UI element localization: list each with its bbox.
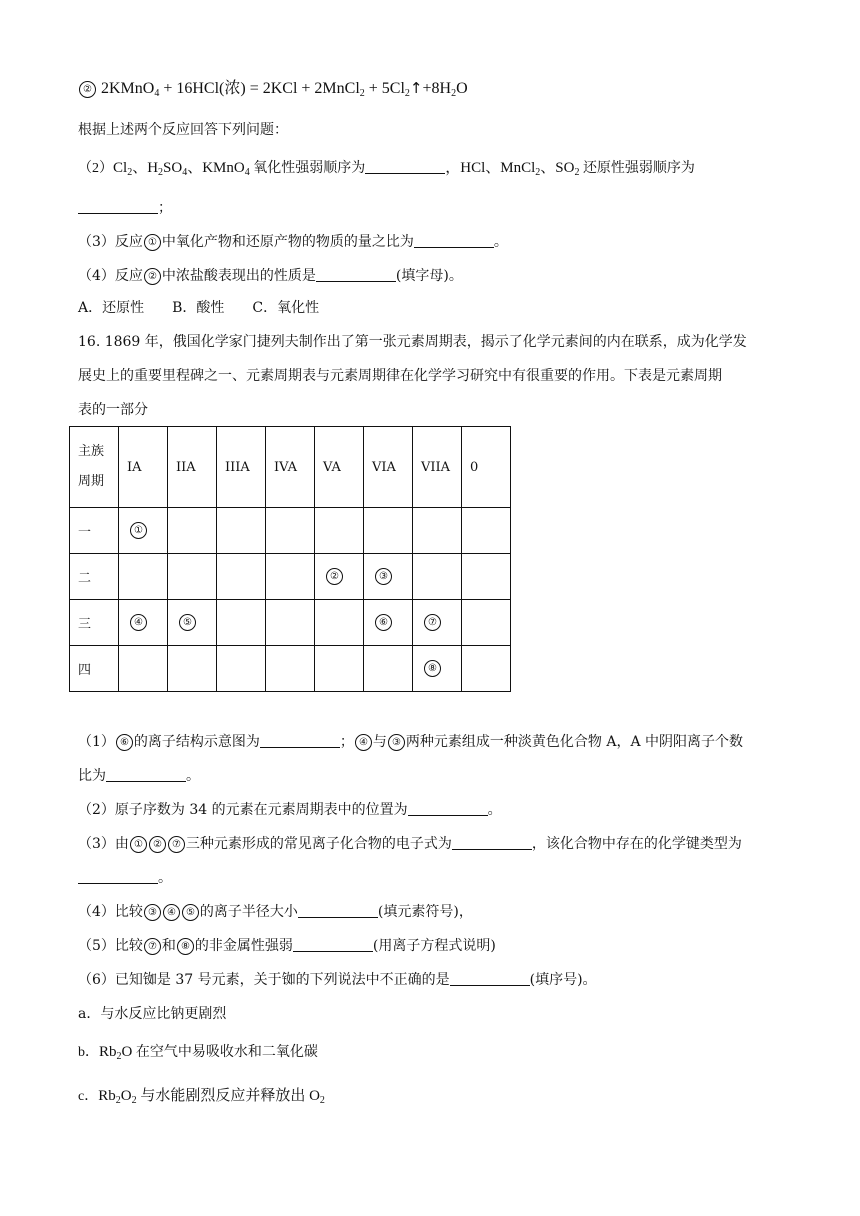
table-row <box>70 646 511 692</box>
table-cell <box>266 600 315 646</box>
circle-number: ② <box>79 81 96 98</box>
circle-number: ② <box>144 268 161 285</box>
table-cell <box>119 646 168 692</box>
table-cell: ⑥ <box>364 600 413 646</box>
answer-blank[interactable] <box>293 937 373 952</box>
table-cell <box>413 554 462 600</box>
question-16-line1: 16. 1869 年，俄国化学家门捷列夫制作出了第一张元素周期表，揭示了化学元素间的内在联系，成为化学发 <box>78 334 747 350</box>
table-cell: ④ <box>119 600 168 646</box>
group-header: VIA <box>364 427 413 508</box>
group-header: 0 <box>462 427 511 508</box>
reaction-2-equation: ② 2KMnO$_4$ + 16HCl(浓) = 2KCl + 2MnCl$_2$ + $5Cl_2↑+8H_2O$ <box>78 78 468 99</box>
question-16-line3: 表的一部分 <box>78 402 148 418</box>
group-header: VIIA <box>413 427 462 508</box>
period-label: 四 <box>70 646 119 692</box>
option-c[interactable]: C．氧化性 <box>252 300 320 316</box>
answer-blank[interactable] <box>365 159 445 174</box>
answer-blank[interactable] <box>452 835 532 850</box>
answer-blank[interactable] <box>260 733 340 748</box>
answer-blank[interactable] <box>298 903 378 918</box>
option-a[interactable]: A．还原性 <box>78 300 145 316</box>
table-cell <box>168 646 217 692</box>
table-cell <box>217 508 266 554</box>
table-cell <box>168 554 217 600</box>
answer-blank[interactable] <box>450 971 530 986</box>
table-cell <box>315 600 364 646</box>
answer-blank[interactable] <box>106 767 186 782</box>
table-cell <box>315 508 364 554</box>
sub-question-6: （6）已知铷是 37 号元素，关于铷的下列说法中不正确的是 (填序号)。 <box>78 972 597 988</box>
periodic-table <box>69 426 511 692</box>
question-4: （4）反应 ② 中浓盐酸表现出的性质是 (填字母)。 <box>78 268 463 284</box>
sub-question-5: （5）比较 ⑦ 和 ⑧ 的非金属性强弱 (用离子方程式说明) <box>78 938 496 954</box>
circle-number: ① <box>144 234 161 251</box>
table-cell <box>217 554 266 600</box>
table-header-row <box>70 427 511 508</box>
group-header: IVA <box>266 427 315 508</box>
period-label: 二 <box>70 554 119 600</box>
table-cell <box>364 646 413 692</box>
intro-text: 根据上述两个反应回答下列问题： <box>78 122 288 138</box>
question-2: $(2)Cl_2$、$H_2SO_4$、KMnO$_4$ 氧化性强弱顺序为 ，HCl、MnCl$_2$、$SO_2$ 还原性强弱顺序为 <box>78 160 695 178</box>
group-header: VA <box>315 427 364 508</box>
option-c[interactable]: c．$Rb_2O_2$ 与水能剧烈反应并释放出 $O_2$ <box>78 1088 325 1106</box>
table-cell <box>462 646 511 692</box>
sub-question-4: （4）比较 ③ ④ ⑤ 的离子半径大小 (填元素符号)， <box>78 904 473 920</box>
answer-blank[interactable] <box>414 233 494 248</box>
option-a[interactable]: a．与水反应比钠更剧烈 <box>78 1006 227 1022</box>
table-cell <box>217 600 266 646</box>
table-row <box>70 554 511 600</box>
group-header: IA <box>119 427 168 508</box>
table-cell: ⑧ <box>413 646 462 692</box>
table-cell <box>119 554 168 600</box>
period-label: 一 <box>70 508 119 554</box>
table-cell <box>168 508 217 554</box>
table-cell <box>462 600 511 646</box>
question-3: （3）反应 ① 中氧化产物和还原产物的物质的量之比为 。 <box>78 234 508 250</box>
table-row <box>70 508 511 554</box>
group-header: IIIA <box>217 427 266 508</box>
table-row <box>70 600 511 646</box>
option-b[interactable]: B．酸性 <box>172 300 225 316</box>
sub-question-3-line2: 。 <box>78 868 172 888</box>
answer-blank[interactable] <box>78 869 158 884</box>
answer-blank[interactable] <box>316 267 396 282</box>
table-cell <box>266 554 315 600</box>
question-16-line2: 展史上的重要里程碑之一、元素周期表与元素周期律在化学学习研究中有很重要的作用。下表是元素周期 <box>78 368 722 384</box>
sub-question-2: （2）原子序数为 34 的元素在元素周期表中的位置为 。 <box>78 802 502 818</box>
sub-question-3: （3）由 ① ② ⑦ 三种元素形成的常见离子化合物的电子式为 ，该化合物中存在的化学键类型为 <box>78 836 742 852</box>
table-cell <box>364 508 413 554</box>
answer-blank[interactable] <box>78 199 158 214</box>
table-cell <box>462 508 511 554</box>
answer-blank[interactable] <box>408 801 488 816</box>
table-cell: ② <box>315 554 364 600</box>
table-cell <box>462 554 511 600</box>
table-cell: ③ <box>364 554 413 600</box>
sub-question-1-line2: 比为 。 <box>78 768 200 784</box>
table-cell <box>266 646 315 692</box>
table-cell: ① <box>119 508 168 554</box>
table-cell <box>315 646 364 692</box>
table-cell: ⑦ <box>413 600 462 646</box>
group-header: IIA <box>168 427 217 508</box>
table-cell <box>266 508 315 554</box>
table-corner: 主族 周期 <box>70 427 119 508</box>
table-cell: ⑤ <box>168 600 217 646</box>
table-cell <box>413 508 462 554</box>
question-4-options <box>78 298 347 318</box>
period-label: 三 <box>70 600 119 646</box>
up-arrow-icon: ↑ <box>409 79 423 97</box>
sub-question-1: （1） ⑥ 的离子结构示意图为 ； ④ 与 ③ 两种元素组成一种淡黄色化合物 A，A 中阴阳离子个数 <box>78 734 744 750</box>
option-b[interactable]: b．$Rb_2O$ 在空气中易吸收水和二氧化碳 <box>78 1044 318 1062</box>
table-cell <box>217 646 266 692</box>
question-2-line2: ； <box>78 198 172 218</box>
